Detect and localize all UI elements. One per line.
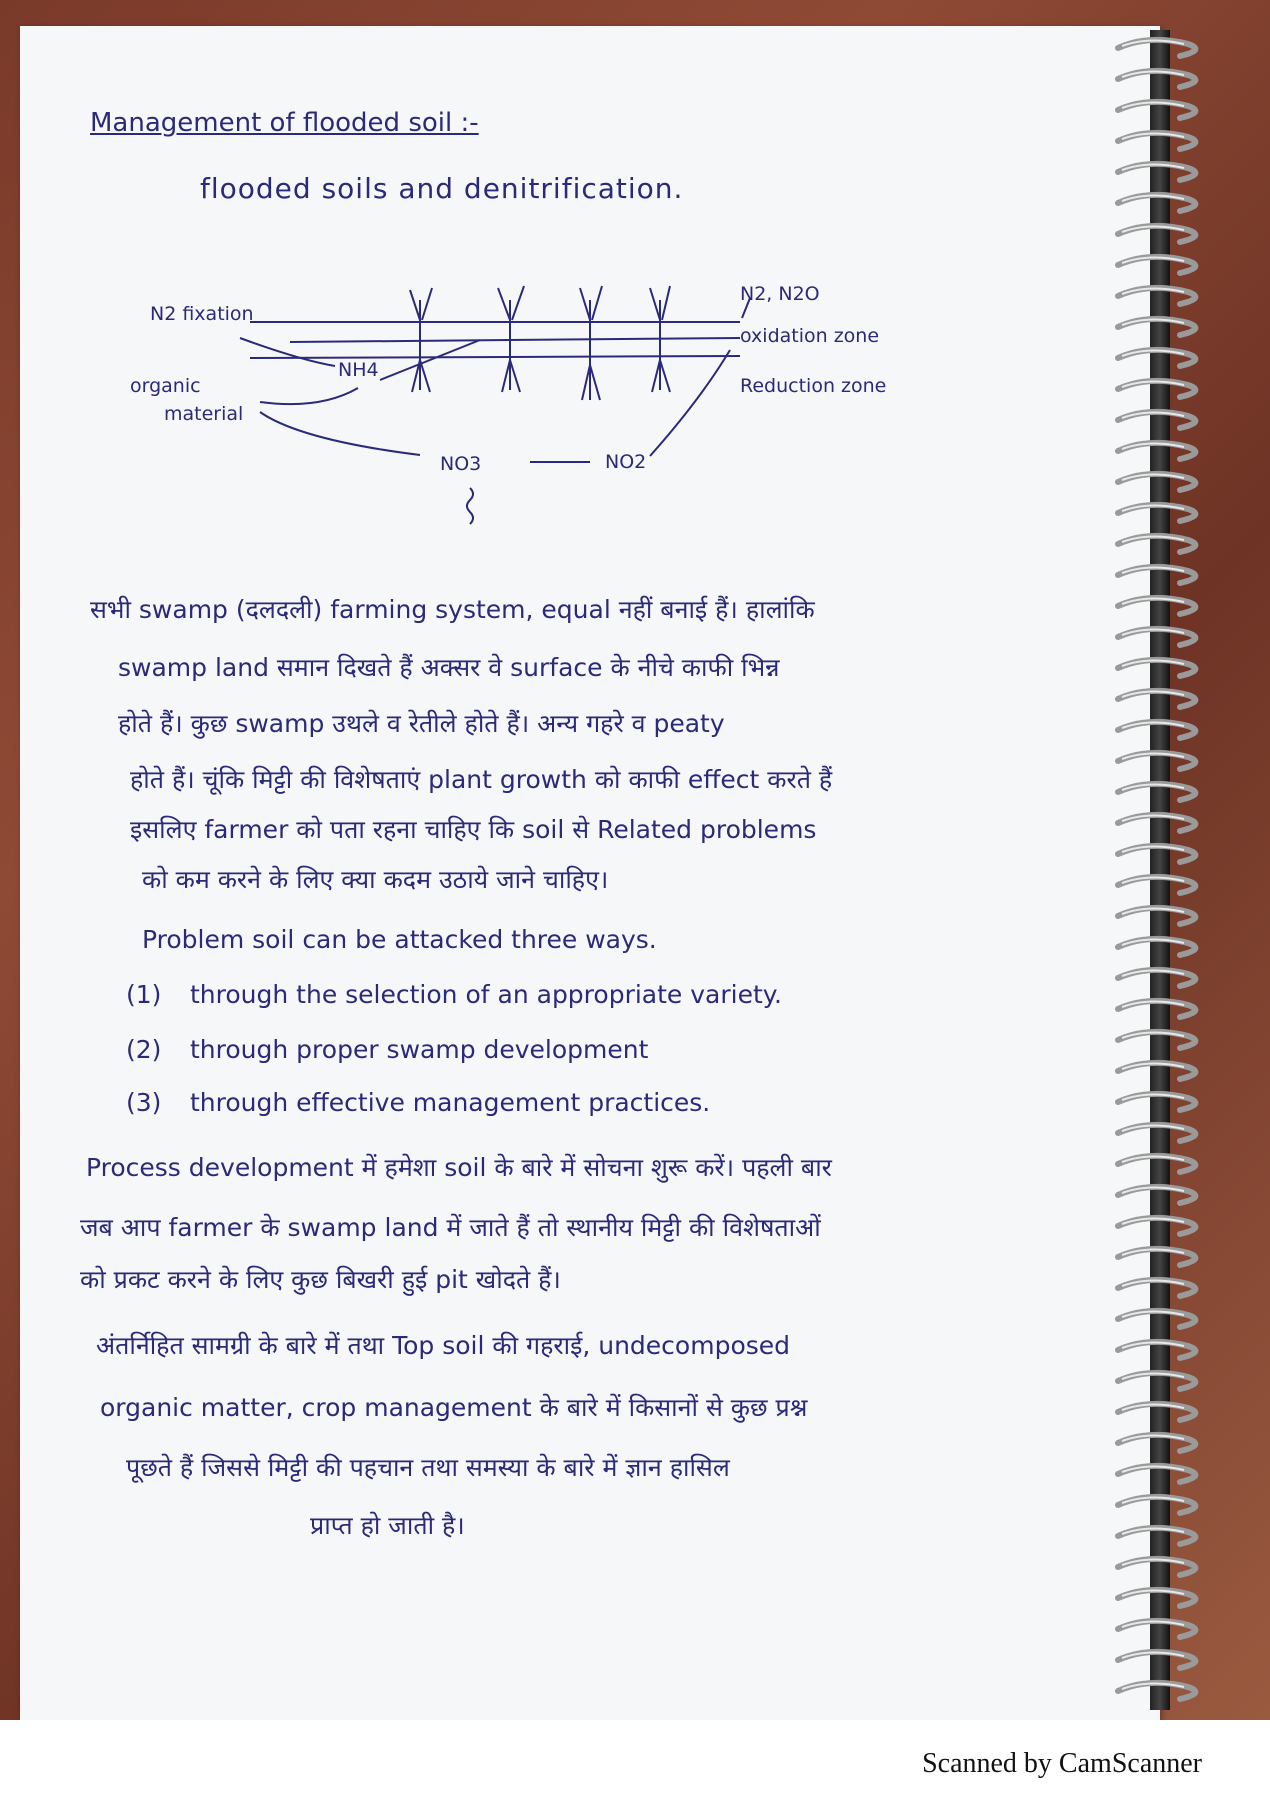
label-oxidation-zone: oxidation zone [740, 325, 880, 347]
spiral-coil [1118, 1559, 1195, 1575]
spiral-coil [1118, 939, 1195, 955]
spiral-coil [1118, 505, 1195, 521]
spiral-coil [1118, 443, 1195, 459]
spiral-coil [1118, 1497, 1195, 1513]
label-no2: NO2 [605, 451, 647, 473]
spiral-coil [1118, 1590, 1195, 1606]
spiral-coil [1118, 226, 1195, 242]
para1-line: को कम करने के लिए क्या कदम उठाये जाने चाहिए। [142, 865, 609, 894]
spiral-coil [1118, 1435, 1195, 1451]
spiral-coil [1118, 1652, 1195, 1668]
squiggle-arrow [467, 488, 473, 524]
scanner-watermark: Scanned by CamScanner [922, 1748, 1202, 1779]
para3-line: अंतर्निहित सामग्री के बारे में तथा Top soil की गहराई, undecomposed [96, 1331, 791, 1360]
list-item-text: through the selection of an appropriate variety. [190, 980, 782, 1009]
spiral-coil [1118, 1063, 1195, 1079]
spiral-coil [1118, 1342, 1195, 1358]
spiral-coil [1118, 722, 1195, 738]
arrow-organic-to-nh4 [260, 388, 358, 404]
spiral-coil [1118, 970, 1195, 986]
para1-line: होते हैं। चूंकि मिट्टी की विशेषताएं plant growth को काफी effect करते हैं [130, 765, 833, 794]
spiral-coil [1118, 567, 1195, 583]
spiral-coil [1118, 784, 1195, 800]
para2-line: को प्रकट करने के लिए कुछ बिखरी हुई pit खोदते हैं। [80, 1265, 561, 1294]
spiral-coil [1118, 474, 1195, 490]
spiral-coil [1118, 846, 1195, 862]
para1-line: होते हैं। कुछ swamp उथले व रेतीले होते हैं। अन्य गहरे व peaty [118, 709, 725, 738]
para3-line: पूछते हैं जिससे मिट्टी की पहचान तथा समस्या के बारे में ज्ञान हासिल [126, 1453, 730, 1482]
spiral-coil [1118, 381, 1195, 397]
spiral-binding [1110, 20, 1220, 1720]
spiral-coil [1118, 102, 1195, 118]
rice-plant-3 [580, 286, 602, 400]
spiral-coil [1118, 1032, 1195, 1048]
para3-line: प्राप्त हो जाती है। [310, 1511, 465, 1540]
arrow-nh4-up [380, 340, 480, 380]
spiral-coil [1118, 257, 1195, 273]
para1-line: इसलिए farmer को पता रहना चाहिए कि soil से Related problems [130, 815, 817, 844]
spiral-coil [1118, 133, 1195, 149]
spiral-coil [1118, 536, 1195, 552]
spiral-coil [1118, 1683, 1195, 1699]
para1-line: swamp land समान दिखते हैं अक्सर वे surface के नीचे काफी भिन्न [118, 653, 780, 682]
label-material: material [164, 403, 244, 425]
list-number: (2) [126, 1035, 162, 1064]
spiral-coil [1118, 1156, 1195, 1172]
spiral-coil [1118, 1528, 1195, 1544]
oxidized-layer-line [250, 356, 740, 358]
spiral-coil [1118, 412, 1195, 428]
spiral-coil [1118, 195, 1195, 211]
label-reduction-zone: Reduction zone [740, 375, 887, 397]
spiral-coil [1118, 350, 1195, 366]
spiral-coil [1118, 815, 1195, 831]
list-item-text: through proper swamp development [190, 1035, 649, 1064]
spiral-coil [1118, 598, 1195, 614]
spiral-coil [1118, 1373, 1195, 1389]
spiral-coil [1118, 1094, 1195, 1110]
spiral-coil [1118, 1001, 1195, 1017]
spiral-coil [1118, 164, 1195, 180]
para2-line: Process development में हमेशा soil के बारे में सोचना शुरू करें। पहली बार [86, 1153, 832, 1182]
spiral-coil [1118, 1404, 1195, 1420]
oxidation-line [290, 338, 740, 342]
spiral-coil [1118, 1466, 1195, 1482]
para3-line: organic matter, crop management के बारे में किसानों से कुछ प्रश्न [100, 1393, 808, 1422]
spiral-coil [1118, 1125, 1195, 1141]
spiral-coil [1118, 908, 1195, 924]
spiral-coil [1118, 753, 1195, 769]
spiral-coil [1118, 1311, 1195, 1327]
spiral-coil [1118, 288, 1195, 304]
para2-line: जब आप farmer के swamp land में जाते हैं तो स्थानीय मिट्टी की विशेषताओं [80, 1213, 821, 1242]
label-nh4: NH4 [338, 359, 379, 381]
spiral-coil [1118, 877, 1195, 893]
problem-intro: Problem soil can be attacked three ways. [142, 925, 657, 954]
spiral-coil [1118, 629, 1195, 645]
label-no3: NO3 [440, 453, 482, 475]
spiral-coil [1118, 319, 1195, 335]
para1-line: सभी swamp (दलदली) farming system, equal नहीं बनाई हैं। हालांकि [90, 595, 815, 624]
label-n2-fixation: N2 fixation [150, 303, 254, 325]
spiral-coil [1118, 1621, 1195, 1637]
arrow-organic-to-no3 [260, 412, 420, 455]
page-title: Management of flooded soil :- [90, 108, 479, 138]
spiral-coil [1118, 691, 1195, 707]
flooded-soil-diagram [120, 280, 920, 540]
list-number: (3) [126, 1088, 162, 1117]
spiral-coil [1118, 1218, 1195, 1234]
label-organic: organic [130, 375, 201, 397]
list-item-text: through effective management practices. [190, 1088, 711, 1117]
spiral-coil [1118, 660, 1195, 676]
label-n2-n2o: N2, N2O [740, 283, 820, 305]
spiral-coil [1118, 71, 1195, 87]
spiral-coil [1118, 40, 1195, 56]
list-number: (1) [126, 980, 162, 1009]
spiral-coil [1118, 1249, 1195, 1265]
page-subtitle: flooded soils and denitrification. [200, 172, 684, 205]
spiral-coil [1118, 1187, 1195, 1203]
spiral-coil [1118, 1280, 1195, 1296]
